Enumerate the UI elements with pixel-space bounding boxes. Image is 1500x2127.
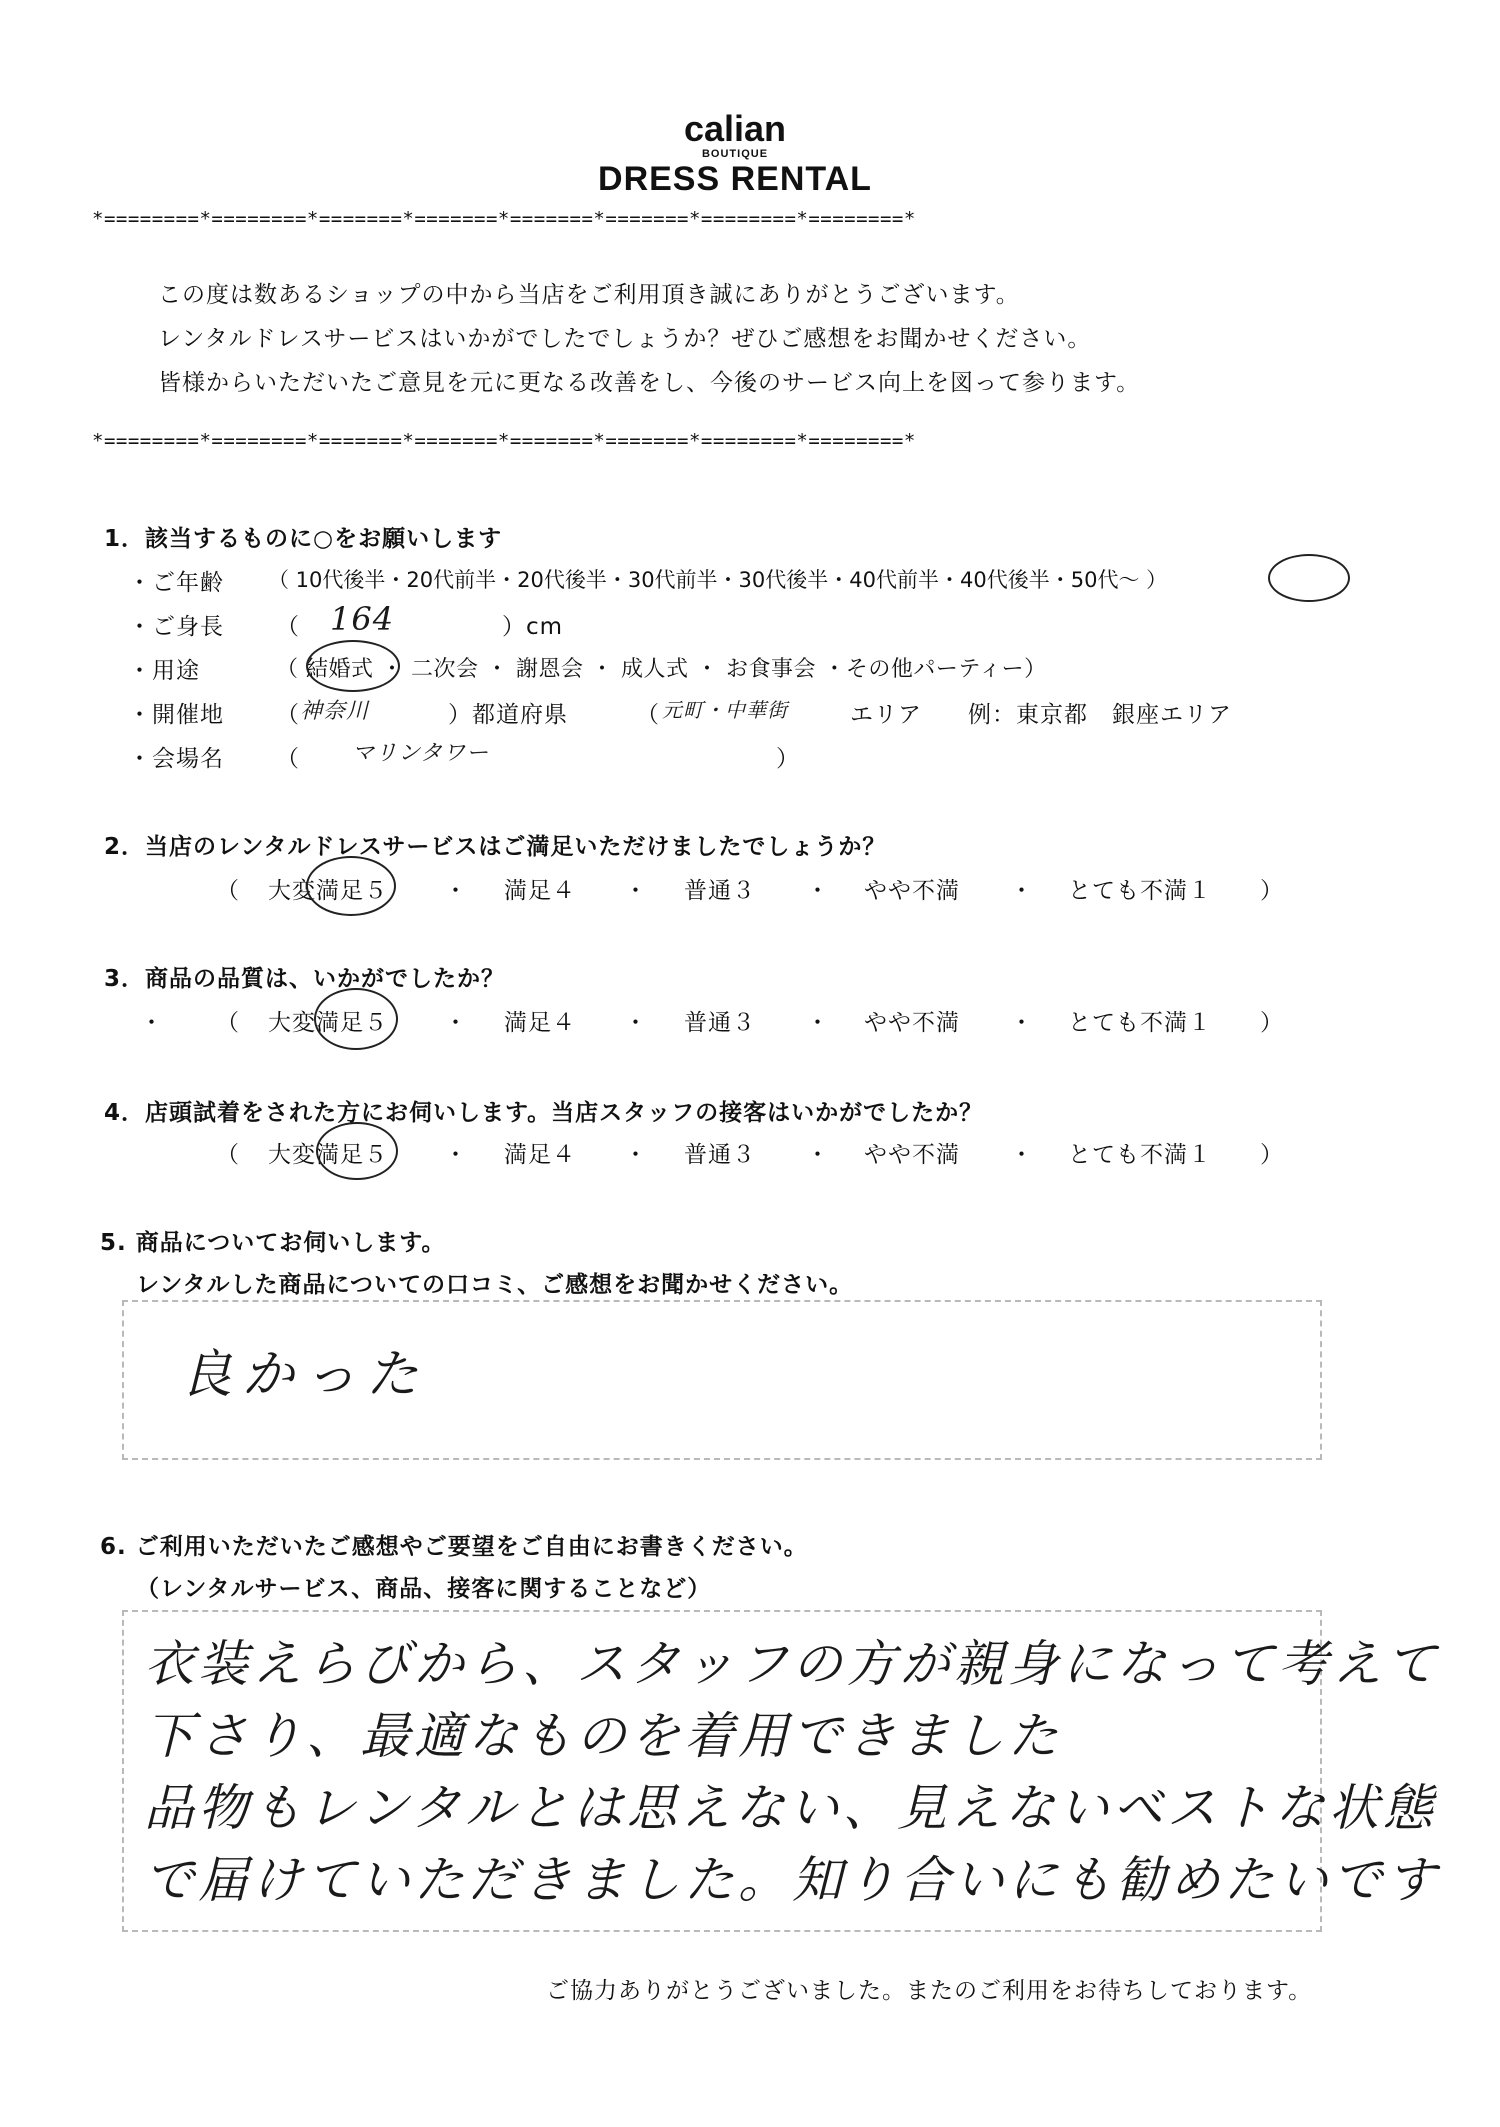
rating-option-5: 大変満足５ <box>268 1142 388 1168</box>
intro-line-2: レンタルドレスサービスはいかがでしたでしょうか？ぜひご感想をお聞かせください。 <box>158 326 1092 352</box>
rating-option-4: 満足４ <box>504 878 576 904</box>
rating-open: （ <box>216 1142 240 1168</box>
purpose-options: （ 結婚式 ・ 二次会 ・ 謝恩会 ・ 成人式 ・ お食事会 ・その他パーティー） <box>276 657 1047 682</box>
q3-rating-row <box>0 1004 1500 1036</box>
rating-option-4: 満足４ <box>504 1142 576 1168</box>
venue-pref-suffix: ）都道府県 <box>448 702 568 728</box>
rating-open: （ <box>216 1010 240 1036</box>
q3-selection-circle <box>314 988 398 1050</box>
q6-answer-line-4: で届けていただきました。知り合いにも勧めたいです <box>144 1851 1440 1909</box>
venue-area-label: ・開催地 <box>128 702 224 728</box>
q6-answer-line-3: 品物もレンタルとは思えない、見えないベストな状態 <box>144 1779 1437 1837</box>
q2-rating-row <box>0 872 1500 904</box>
rating-dot: ・ <box>444 1010 468 1036</box>
rating-option-1: とても不満１ <box>1068 878 1212 904</box>
divider-top: *========*========*=======*=======*=======*=======*========*========* <box>92 208 916 230</box>
age-options: （ 10代後半・20代前半・20代後半・30代前半・30代後半・40代前半・40代後半・50代～ ） <box>268 568 1168 592</box>
footer-thanks: ご協力ありがとうございました。またのご利用をお待ちしております。 <box>546 1978 1313 2004</box>
rating-option-2: やや不満 <box>864 878 960 904</box>
q6-heading: 6. ご利用いただいたご感想やご要望をご自由にお書きください。 <box>100 1534 808 1560</box>
rating-option-3: 普通３ <box>684 878 756 904</box>
purpose-selection-circle <box>306 640 400 692</box>
age-selection-circle <box>1268 554 1350 602</box>
height-unit: ）cm <box>502 614 564 640</box>
page-title: DRESS RENTAL <box>598 160 872 198</box>
q4-rating-row <box>0 1136 1500 1168</box>
q1-heading: 1．該当するものに○をお願いします <box>104 526 503 552</box>
rating-dot: ・ <box>1010 1142 1034 1168</box>
height-value: 164 <box>330 600 395 638</box>
divider-bottom: *========*========*=======*=======*=======*=======*========*========* <box>92 430 916 452</box>
brand-subtitle: BOUTIQUE <box>701 148 769 160</box>
purpose-label: ・用途 <box>128 658 200 684</box>
venue-area-open: （ <box>636 702 660 728</box>
rating-dot: ・ <box>624 878 648 904</box>
q5-heading: 5. 商品についてお伺いします。 <box>100 1230 446 1256</box>
rating-option-2: やや不満 <box>864 1010 960 1036</box>
venue-example: 例：東京都 銀座エリア <box>968 702 1232 728</box>
age-label: ・ご年齢 <box>128 570 224 596</box>
intro-line-3: 皆様からいただいたご意見を元に更なる改善をし、今後のサービス向上を図って参ります。 <box>158 370 1141 396</box>
rating-option-3: 普通３ <box>684 1010 756 1036</box>
rating-option-3: 普通３ <box>684 1142 756 1168</box>
rating-dot: ・ <box>806 878 830 904</box>
rating-close: ） <box>1260 878 1284 904</box>
rating-option-5: 大変満足５ <box>268 878 388 904</box>
rating-dot: ・ <box>140 1010 164 1036</box>
q3-heading: 3．商品の品質は、いかがでしたか？ <box>104 966 506 992</box>
rating-close: ） <box>1260 1142 1284 1168</box>
rating-option-4: 満足４ <box>504 1010 576 1036</box>
venue-name-value: マリンタワー <box>352 741 490 766</box>
height-open: （ <box>276 614 300 640</box>
rating-dot: ・ <box>806 1142 830 1168</box>
rating-dot: ・ <box>624 1142 648 1168</box>
venue-name-label: ・会場名 <box>128 746 224 772</box>
venue-name-open: （ <box>276 746 300 772</box>
rating-option-2: やや不満 <box>864 1142 960 1168</box>
q6-answer-line-2: 下さり、最適なものを着用できました <box>144 1707 1062 1765</box>
rating-option-1: とても不満１ <box>1068 1142 1212 1168</box>
venue-pref-value: 神奈川 <box>300 699 370 724</box>
venue-name-close: ） <box>776 746 800 772</box>
rating-dot: ・ <box>806 1010 830 1036</box>
height-label: ・ご身長 <box>128 614 224 640</box>
rating-dot: ・ <box>1010 1010 1034 1036</box>
q6-subheading: （レンタルサービス、商品、接客に関することなど） <box>136 1576 712 1602</box>
rating-dot: ・ <box>444 878 468 904</box>
rating-dot: ・ <box>624 1010 648 1036</box>
rating-dot: ・ <box>1010 878 1034 904</box>
q6-answer-line-1: 衣装えらびから、スタッフの方が親身になって考えて <box>144 1635 1440 1693</box>
rating-option-1: とても不満１ <box>1068 1010 1212 1036</box>
brand-logo: calian <box>683 108 787 149</box>
rating-open: （ <box>216 878 240 904</box>
venue-pref-open: （ <box>276 702 300 728</box>
venue-area-suffix: エリア <box>850 702 922 728</box>
rating-dot: ・ <box>444 1142 468 1168</box>
venue-area-value: 元町・中華街 <box>662 698 788 722</box>
q2-selection-circle <box>306 856 396 916</box>
rating-close: ） <box>1260 1010 1284 1036</box>
q5-answer: 良かった <box>180 1345 429 1405</box>
rating-option-5: 大変満足５ <box>268 1010 388 1036</box>
q4-heading: 4．店頭試着をされた方にお伺いします。当店スタッフの接客はいかがでしたか？ <box>104 1100 984 1126</box>
intro-line-1: この度は数あるショップの中から当店をご利用頂き誠にありがとうございます。 <box>158 282 1020 308</box>
q2-heading: 2．当店のレンタルドレスサービスはご満足いただけましたでしょうか？ <box>104 834 887 860</box>
q5-subheading: レンタルした商品についての口コミ、ご感想をお聞かせください。 <box>136 1272 854 1298</box>
q4-selection-circle <box>316 1122 398 1180</box>
